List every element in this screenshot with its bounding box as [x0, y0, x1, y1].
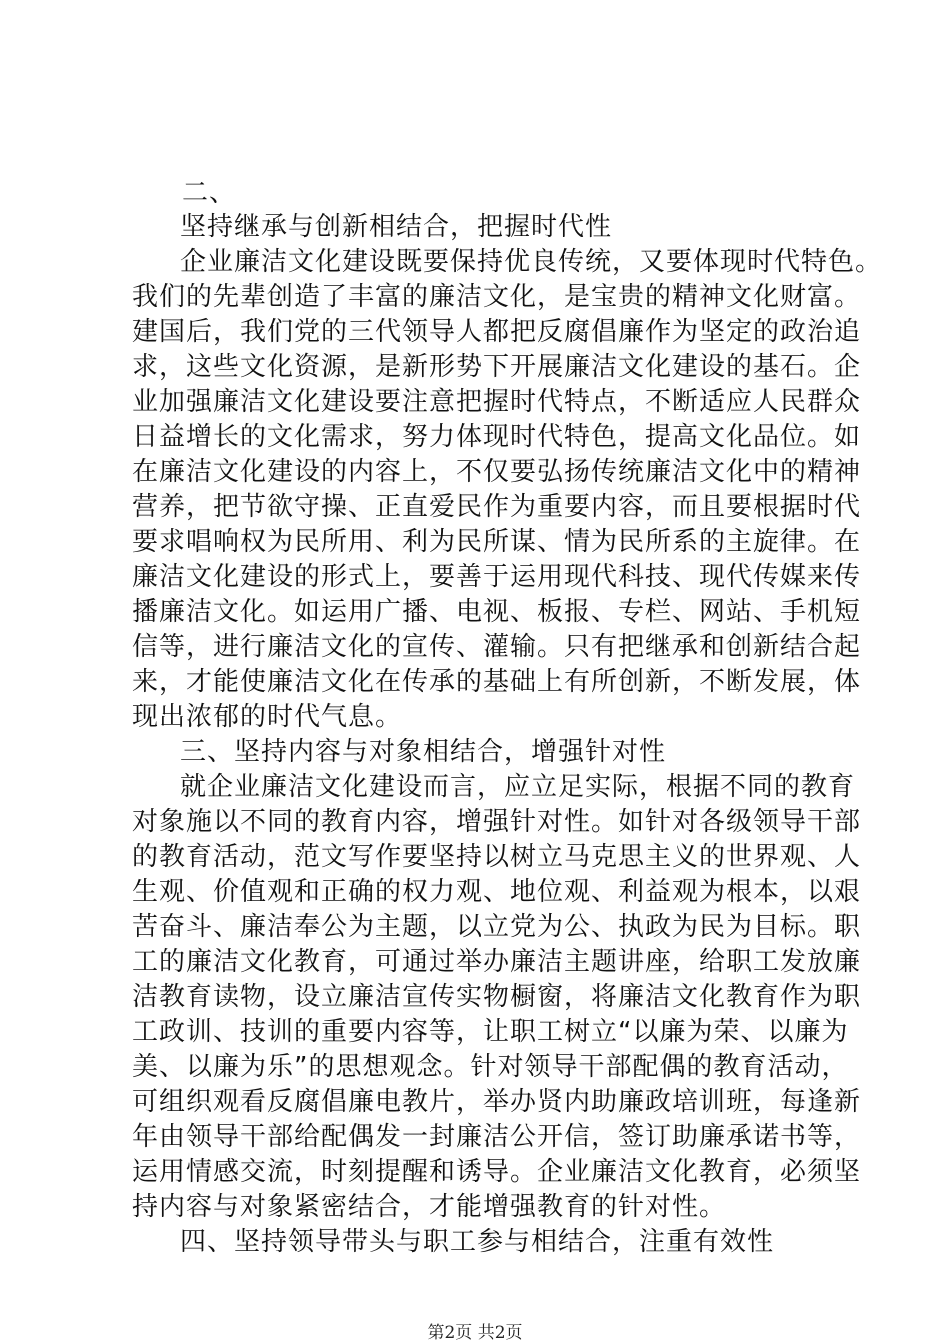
paragraph-line: 现出浓郁的时代气息。 — [132, 702, 403, 732]
paragraph-line: 洁教育读物，设立廉洁宣传实物橱窗，将廉洁文化教育作为职 — [132, 982, 862, 1012]
paragraph-line: 来，才能使廉洁文化在传承的基础上有所创新，不断发展，体 — [132, 667, 862, 697]
paragraph-line: 生观、价值观和正确的权力观、地位观、利益观为根本，以艰 — [132, 877, 862, 907]
paragraph-line: 运用情感交流，时刻提醒和诱导。企业廉洁文化教育，必须坚 — [132, 1157, 862, 1187]
page-footer: 第2页 共2页 — [427, 1323, 523, 1343]
paragraph-line: 年由领导干部给配偶发一封廉洁公开信，签订助廉承诺书等， — [132, 1122, 862, 1152]
paragraph-line: 工的廉洁文化教育，可通过举办廉洁主题讲座，给职工发放廉 — [132, 947, 862, 977]
paragraph-line: 营养，把节欲守操、正直爱民作为重要内容，而且要根据时代 — [132, 492, 862, 522]
section-heading-2: 坚持继承与创新相结合，把握时代性 — [180, 212, 613, 242]
paragraph-line: 的教育活动，范文写作要坚持以树立马克思主义的世界观、人 — [132, 842, 862, 872]
paragraph-line: 在廉洁文化建设的内容上，不仅要弘扬传统廉洁文化中的精神 — [132, 457, 862, 487]
paragraph-line: 可组织观看反腐倡廉电教片，举办贤内助廉政培训班，每逢新 — [132, 1087, 862, 1117]
paragraph-line: 美、以廉为乐”的思想观念。针对领导干部配偶的教育活动， — [132, 1052, 849, 1082]
paragraph-line: 对象施以不同的教育内容，增强针对性。如针对各级领导干部 — [132, 807, 862, 837]
paragraph-line: 业加强廉洁文化建设要注意把握时代特点，不断适应人民群众 — [132, 387, 862, 417]
paragraph-line: 工政训、技训的重要内容等，让职工树立“以廉为荣、以廉为 — [132, 1017, 849, 1047]
paragraph-line: 持内容与对象紧密结合，才能增强教育的针对性。 — [132, 1192, 727, 1222]
paragraph-line: 苦奋斗、廉洁奉公为主题，以立党为公、执政为民为目标。职 — [132, 912, 862, 942]
paragraph-line: 信等，进行廉洁文化的宣传、灌输。只有把继承和创新结合起 — [132, 632, 862, 662]
paragraph-line: 求，这些文化资源，是新形势下开展廉洁文化建设的基石。企 — [132, 352, 862, 382]
paragraph-line: 我们的先辈创造了丰富的廉洁文化，是宝贵的精神文化财富。 — [132, 282, 862, 312]
paragraph-line: 日益增长的文化需求，努力体现时代特色，提高文化品位。如 — [132, 422, 862, 452]
paragraph-line: 企业廉洁文化建设既要保持优良传统，又要体现时代特色。 — [180, 247, 883, 277]
paragraph-line: 就企业廉洁文化建设而言，应立足实际，根据不同的教育 — [180, 772, 856, 802]
paragraph-line: 要求唱响权为民所用、利为民所谋、情为民所系的主旋律。在 — [132, 527, 862, 557]
section-heading-3: 三、坚持内容与对象相结合，增强针对性 — [180, 737, 667, 767]
paragraph-line: 建国后，我们党的三代领导人都把反腐倡廉作为坚定的政治追 — [132, 317, 862, 347]
paragraph-line: 播廉洁文化。如运用广播、电视、板报、专栏、网站、手机短 — [132, 597, 862, 627]
paragraph-line: 廉洁文化建设的形式上，要善于运用现代科技、现代传媒来传 — [132, 562, 862, 592]
section-number-line: 二、 — [182, 178, 237, 208]
section-heading-4: 四、坚持领导带头与职工参与相结合，注重有效性 — [180, 1227, 775, 1257]
